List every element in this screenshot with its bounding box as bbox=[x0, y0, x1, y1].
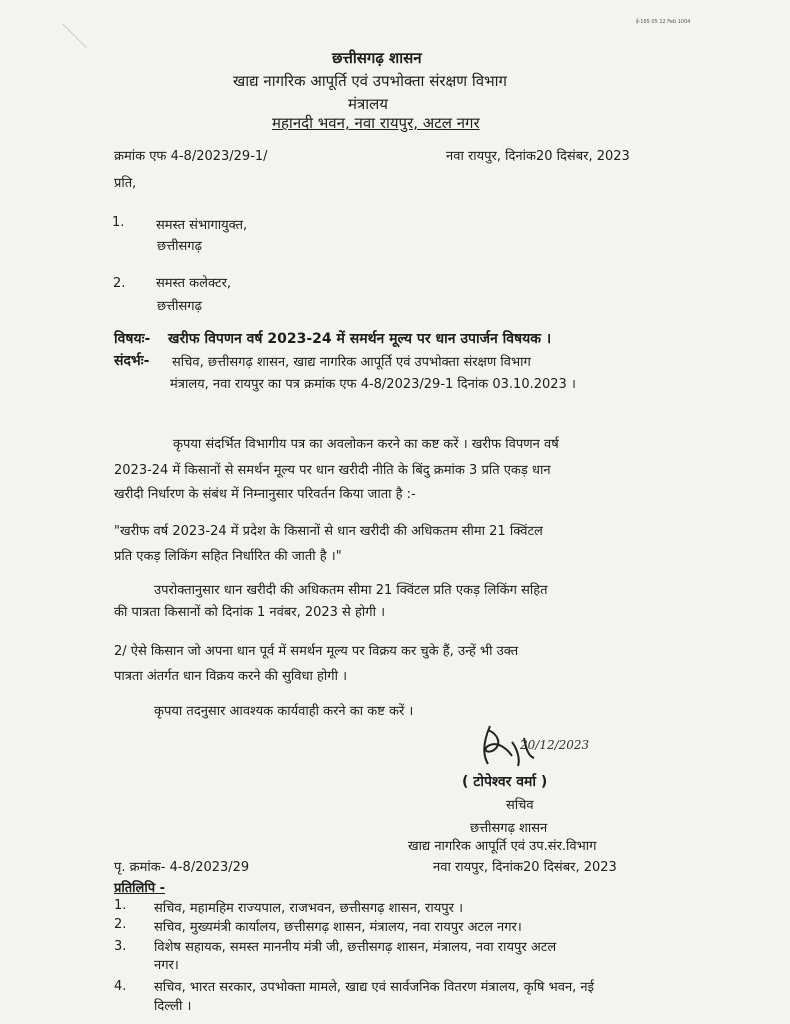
copy-number: 2. bbox=[114, 917, 127, 932]
corner-mark: ई-165 05 12 Feb 1004 bbox=[636, 19, 691, 25]
subject-label: विषयः- bbox=[114, 331, 151, 347]
signatory-org1: छत्तीसगढ़ शासन bbox=[470, 821, 548, 836]
copy-recipient-cont: दिल्ली । bbox=[154, 999, 192, 1014]
header-address: महानदी भवन, नवा रायपुर, अटल नगर bbox=[272, 114, 480, 132]
header-govt: छत्तीसगढ़ शासन bbox=[332, 49, 422, 67]
signature-date-scribble: 20/12/2023 bbox=[520, 738, 590, 752]
copy-recipient-cont: नगर। bbox=[154, 958, 179, 973]
signatory-name: ( टोपेश्वर वर्मा ) bbox=[462, 774, 548, 790]
reference-label: संदर्भः- bbox=[114, 353, 150, 369]
body-para3-line2: पात्रता अंतर्गत धान विक्रय करने की सुविधा होगी । bbox=[114, 669, 348, 684]
copy-number: 3. bbox=[114, 939, 127, 954]
reference-text-line1: सचिव, छत्तीसगढ़ शासन, खाद्य नागरिक आपूर्ति एवं उपभोक्ता संरक्षण विभाग bbox=[172, 355, 531, 370]
recipient-title: समस्त संभागायुक्त, bbox=[156, 218, 248, 233]
quote-line1: "खरीफ वर्ष 2023-24 में प्रदेश के किसानों से धान खरीदी की अधिकतम सीमा 21 क्विंटल bbox=[114, 524, 543, 539]
subject-text: खरीफ विपणन वर्ष 2023-24 में समर्थन मूल्य पर धान उपार्जन विषयक । bbox=[168, 331, 552, 347]
copy-recipient: सचिव, भारत सरकार, उपभोक्ता मामले, खाद्य एवं सार्वजनिक वितरण मंत्रालय, कृषि भवन, नई bbox=[154, 980, 595, 995]
reference-number: क्रमांक एफ 4-8/2023/29-1/ bbox=[114, 149, 268, 164]
body-para3-line1: 2/ ऐसे किसान जो अपना धान पूर्व में समर्थन मूल्य पर विक्रय कर चुके हैं, उन्हें भी उक्त bbox=[114, 644, 519, 659]
recipient-number: 1. bbox=[112, 215, 125, 230]
recipient-number: 2. bbox=[113, 276, 126, 291]
copy-recipient: विशेष सहायक, समस्त माननीय मंत्री जी, छत्तीसगढ़ शासन, मंत्रालय, नवा रायपुर अटल bbox=[154, 940, 557, 955]
header-ministry: मंत्रालय bbox=[348, 95, 389, 113]
body-para1-line1: कृपया संदर्भित विभागीय पत्र का अवलोकन करने का कष्ट करें । खरीफ विपणन वर्ष bbox=[173, 437, 559, 452]
recipient-state: छत्तीसगढ़ bbox=[157, 299, 202, 314]
body-para2-line2: की पात्रता किसानों को दिनांक 1 नवंबर, 2023 से होगी । bbox=[114, 605, 385, 620]
prati-label: प्रति, bbox=[114, 176, 137, 191]
endorsement-number: पृ. क्रमांक- 4-8/2023/29 bbox=[114, 860, 250, 875]
header-department: खाद्य नागरिक आपूर्ति एवं उपभोक्ता संरक्षण विभाग bbox=[233, 72, 507, 90]
signatory-org2: खाद्य नागरिक आपूर्ति एवं उप.संर.विभाग bbox=[408, 839, 597, 854]
copy-number: 4. bbox=[114, 979, 127, 994]
reference-text-line2: मंत्रालय, नवा रायपुर का पत्र क्रमांक एफ 4-8/2023/29-1 दिनांक 03.10.2023 । bbox=[170, 377, 576, 392]
copy-recipient: सचिव, महामहिम राज्यपाल, राजभवन, छत्तीसगढ़ शासन, रायपुर । bbox=[154, 901, 464, 916]
recipient-title: समस्त कलेक्टर, bbox=[156, 276, 232, 291]
copy-number: 1. bbox=[114, 898, 127, 913]
signatory-place-date: नवा रायपुर, दिनांक20 दिसंबर, 2023 bbox=[433, 860, 617, 875]
issue-date: नवा रायपुर, दिनांक20 दिसंबर, 2023 bbox=[446, 149, 630, 164]
copy-to-label: प्रतिलिपि - bbox=[114, 881, 166, 896]
paper-fold-mark bbox=[62, 0, 111, 48]
signatory-designation: सचिव bbox=[506, 798, 534, 813]
body-para2-line1: उपरोक्तानुसार धान खरीदी की अधिकतम सीमा 21 क्विंटल प्रति एकड़ लिकिंग सहित bbox=[154, 583, 548, 598]
body-para4: कृपया तदनुसार आवश्यक कार्यवाही करने का कष्ट करें । bbox=[154, 704, 414, 719]
copy-recipient: सचिव, मुख्यमंत्री कार्यालय, छत्तीसगढ़ शासन, मंत्रालय, नवा रायपुर अटल नगर। bbox=[154, 920, 522, 935]
quote-line2: प्रति एकड़ लिकिंग सहित निर्धारित की जाती है ।" bbox=[114, 549, 342, 564]
body-para1-line3: खरीदी निर्धारण के संबंध में निम्नानुसार परिवर्तन किया जाता है :- bbox=[114, 487, 416, 502]
recipient-state: छत्तीसगढ़ bbox=[157, 239, 202, 254]
body-para1-line2: 2023-24 में किसानों से समर्थन मूल्य पर धान खरीदी नीति के बिंदु क्रमांक 3 प्रति एकड़ धान bbox=[114, 463, 551, 478]
